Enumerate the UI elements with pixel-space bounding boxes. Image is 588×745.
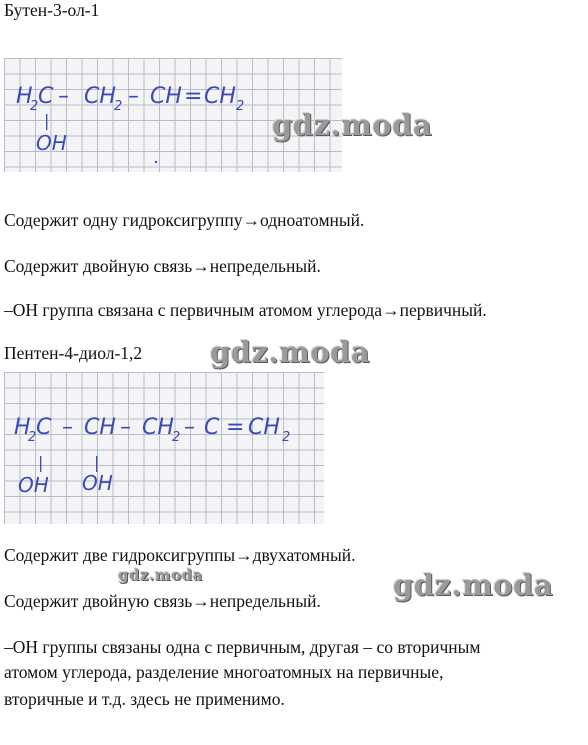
- formula1-bond-1: –: [58, 84, 69, 109]
- formula2-atom-c: C: [36, 415, 52, 440]
- section2-line-1: Содержит две гидроксигруппы→двухатомный.: [4, 545, 356, 565]
- handwritten-formula-photo-2: [4, 372, 324, 524]
- formula1-atom-c: C: [38, 84, 54, 109]
- formula2-ch-2: CH: [142, 415, 174, 440]
- formula2-ch-1: CH: [84, 415, 116, 440]
- watermark-logo: gdz.moda: [272, 108, 433, 142]
- formula2-double-bond: =: [226, 415, 245, 440]
- formula1-sub-2a: 2: [30, 99, 39, 114]
- section2-line-3: –OH группы связаны одна с первичным, другая – со вторичным: [4, 637, 481, 657]
- formula2-branch-bond-2: |: [94, 453, 100, 472]
- section1-line-3: –OH группа связана с первичным атомом углерода→первичный.: [4, 300, 487, 320]
- section2-title: Пентен-4-диол-1,2: [4, 343, 143, 363]
- section2-line-2: Содержит двойную связь→непредельный.: [4, 591, 321, 611]
- formula2-sub-2a: 2: [28, 430, 37, 445]
- section1-line-1: Содержит одну гидроксигруппу→одноатомный.: [4, 210, 365, 230]
- ink-dot: [155, 161, 157, 163]
- section2-line-5: вторичные и т.д. здесь не применимо.: [4, 689, 285, 709]
- formula1-sub-2c: 2: [236, 99, 245, 114]
- formula2-oh-1: OH: [18, 473, 49, 497]
- watermark-logo: gdz.moda: [393, 568, 554, 602]
- structural-formula-2: [4, 372, 324, 524]
- formula1-ch-2: CH: [150, 84, 182, 109]
- section2-line-4: атомом углерода, разделение многоатомных на первичные,: [4, 662, 444, 682]
- formula2-atom-h: H: [14, 415, 31, 440]
- formula2-sub-2c: 2: [282, 430, 291, 445]
- formula1-bond-2: –: [128, 84, 139, 109]
- formula1-atom-h: H: [16, 84, 33, 109]
- formula1-sub-2b: 2: [114, 99, 123, 114]
- watermark-logo: gdz.moda: [118, 566, 203, 584]
- formula2-atom-c2: C: [204, 415, 220, 440]
- formula2-oh-2: OH: [82, 471, 113, 495]
- formula1-ch-3: CH: [204, 84, 236, 109]
- section1-line-2: Содержит двойную связь→непредельный.: [4, 256, 321, 276]
- formula2-branch-bond-1: |: [38, 453, 44, 472]
- watermark-logo: gdz.moda: [210, 335, 371, 369]
- formula2-bond-3: –: [184, 415, 195, 440]
- formula2-bond-1: –: [62, 415, 73, 440]
- formula2-sub-2b: 2: [172, 430, 181, 445]
- formula1-branch-bond: |: [44, 111, 50, 130]
- formula1-oh: OH: [36, 131, 67, 155]
- formula2-bond-2: –: [120, 415, 131, 440]
- formula1-ch-1: CH: [84, 84, 116, 109]
- section1-title: Бутен-3-ол-1: [4, 0, 100, 20]
- formula1-double-bond: =: [184, 84, 203, 109]
- formula2-ch-3: CH: [248, 415, 280, 440]
